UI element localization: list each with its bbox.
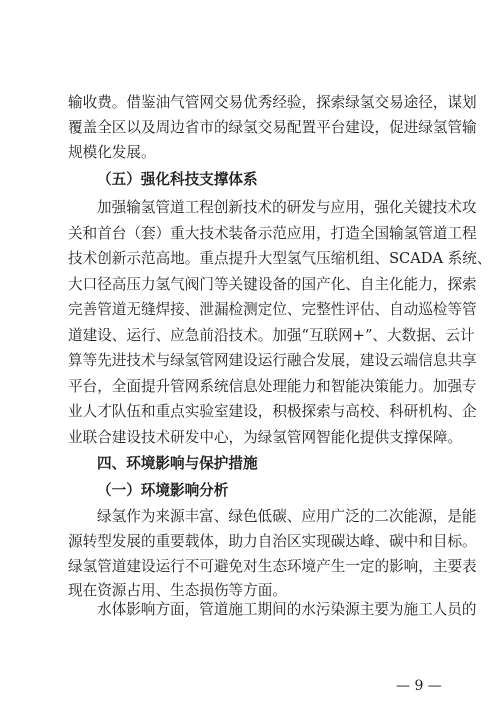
paragraph-4-line-1: 水体影响方面，管道施工期间的水污染源主要为施工人员的 (97, 601, 477, 618)
paragraph-3-line-2: 源转型发展的重要载体，助力自治区实现碳达峰、碳中和目标。 (68, 533, 477, 550)
paragraph-2-line-3: 技术创新示范高地。重点提升大型氢气压缩机组、SCADA 系统、 (68, 250, 492, 267)
section-5-heading: （五）强化科技支撑体系 (97, 171, 258, 188)
paragraph-2-line-10: 业联合建设技术研发中心，为绿氢管网智能化提供支撑保障。 (68, 429, 463, 446)
paragraph-2-line-2: 关和首台（套）重大技术装备示范应用，打造全国输氢管道工程 (68, 225, 477, 242)
section-1-heading: （一）环境影响分析 (97, 482, 229, 499)
paragraph-1-line-3: 规模化发展。 (68, 144, 156, 161)
paragraph-3-line-3: 绿氢管道建设运行不可避免对生态环境产生一定的影响，主要表 (68, 558, 477, 575)
paragraph-3-line-1: 绿氢作为来源丰富、绿色低碳、应用广泛的二次能源，是能 (97, 508, 477, 525)
paragraph-3-line-4: 现在资源占用、生态损伤等方面。 (68, 582, 287, 599)
paragraph-2-line-5: 完善管道无缝焊接、泄漏检测定位、完整性评估、自动巡检等管 (68, 301, 477, 318)
page-number: — 9 — (396, 678, 442, 694)
paragraph-2-line-1: 加强输氢管道工程创新技术的研发与应用，强化关键技术攻 (97, 199, 477, 216)
paragraph-2-line-9: 业人才队伍和重点实验室建设，积极探索与高校、科研机构、企 (68, 403, 477, 420)
chapter-4-heading: 四、环境影响与保护措施 (97, 455, 258, 472)
paragraph-1-line-2: 覆盖全区以及周边省市的绿氢交易配置平台建设，促进绿氢管输 (68, 119, 477, 136)
paragraph-1-line-1: 输收费。借鉴油气管网交易优秀经验，探索绿氢交易途径，谋划 (68, 94, 477, 111)
paragraph-2-line-6: 道建设、运行、应急前沿技术。加强“互联网+”、大数据、云计 (68, 327, 475, 344)
paragraph-2-line-8: 平台，全面提升管网系统信息处理能力和智能决策能力。加强专 (68, 378, 477, 395)
paragraph-2-line-4: 大口径高压力氢气阀门等关键设备的国产化、自主化能力，探索 (68, 276, 477, 293)
paragraph-2-line-7: 算等先进技术与绿氢管网建设运行融合发展，建设云端信息共享 (68, 352, 477, 369)
